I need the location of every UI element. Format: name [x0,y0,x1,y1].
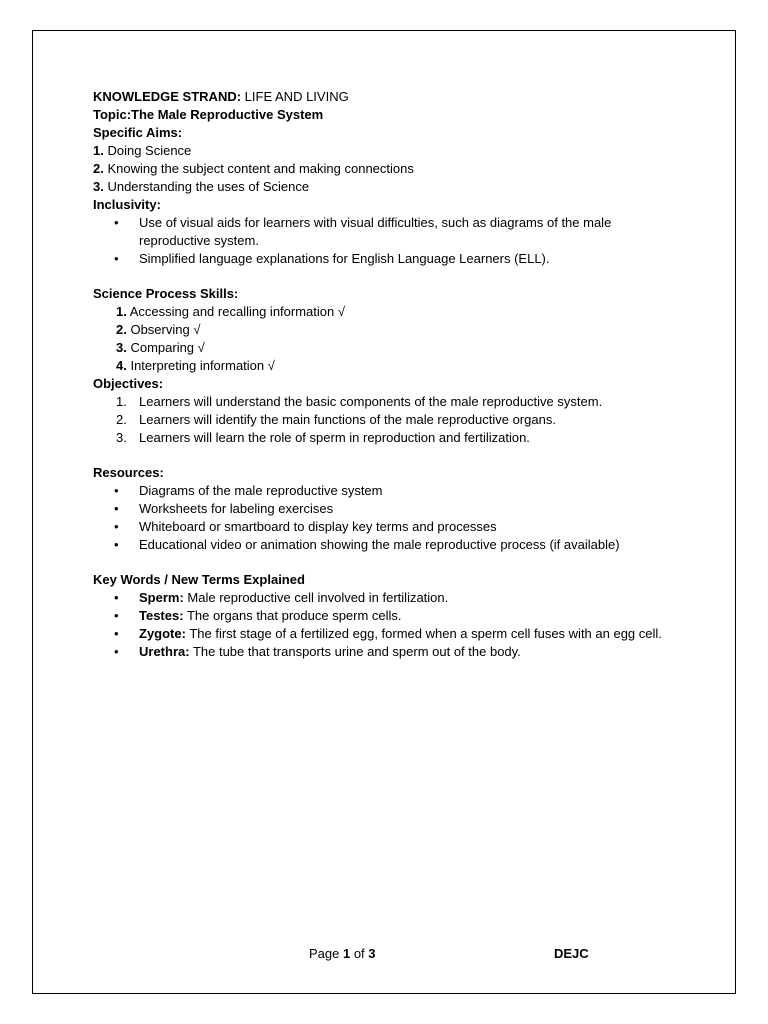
list-item: • Urethra: The tube that transports urine and sperm out of the body. [114,644,521,659]
aims-heading: Specific Aims: [93,125,183,140]
objectives-list [93,393,673,447]
list-item: • Sperm: Male reproductive cell involved in fertilization. [114,590,449,605]
page-number: Page 1 of 3 [309,946,376,961]
inclusivity-heading: Inclusivity: [93,197,161,212]
inclusivity-list [93,214,673,268]
list-item: 1. Learners will understand the basic components of the male reproductive system. [116,394,603,409]
bullet-icon: • [114,626,119,641]
bullet-icon: • [114,644,119,659]
skill-item: 3. Comparing √ [116,340,205,355]
topic-heading: Topic:The Male Reproductive System [93,107,324,122]
objectives-heading: Objectives: [93,376,164,391]
bullet-icon: • [114,590,119,605]
list-item: • Worksheets for labeling exercises [114,501,334,516]
aim-item: 3. Understanding the uses of Science [93,179,310,194]
list-item: 3. Learners will learn the role of sperm in reproduction and fertilization. [116,430,530,445]
resources-heading: Resources: [93,465,164,480]
list-item: • Zygote: The first stage of a fertilized egg, formed when a sperm cell fuses with an egg cell. [114,626,662,641]
list-item: • Whiteboard or smartboard to display key terms and processes [114,519,497,534]
keywords-list [93,589,673,661]
skills-heading: Science Process Skills: [93,286,239,301]
list-item: • Testes: The organs that produce sperm cells. [114,608,402,623]
list-item: 2. Learners will identify the main functions of the male reproductive organs. [116,412,556,427]
skill-item: 1. Accessing and recalling information √ [116,304,345,319]
aim-item: 1. Doing Science [93,143,192,158]
bullet-icon: • [114,519,119,534]
list-item: • Educational video or animation showing the male reproductive process (if available) [114,537,620,552]
list-item: • Use of visual aids for learners with visual difficulties, such as diagrams of the male reproductive system. [114,215,612,248]
keywords-heading: Key Words / New Terms Explained [93,572,305,587]
list-item: • Simplified language explanations for English Language Learners (ELL). [114,251,550,266]
document-code: DEJC [554,946,589,961]
skill-item: 2. Observing √ [116,322,201,337]
knowledge-strand: KNOWLEDGE STRAND: LIFE AND LIVING [93,89,349,104]
skill-item: 4. Interpreting information √ [116,358,275,373]
list-item: • Diagrams of the male reproductive system [114,483,383,498]
document-body [93,88,673,678]
resources-list [93,482,673,554]
bullet-icon: • [114,215,119,230]
bullet-icon: • [114,251,119,266]
aim-item: 2. Knowing the subject content and making connections [93,161,414,176]
bullet-icon: • [114,537,119,552]
bullet-icon: • [114,483,119,498]
bullet-icon: • [114,501,119,516]
bullet-icon: • [114,608,119,623]
